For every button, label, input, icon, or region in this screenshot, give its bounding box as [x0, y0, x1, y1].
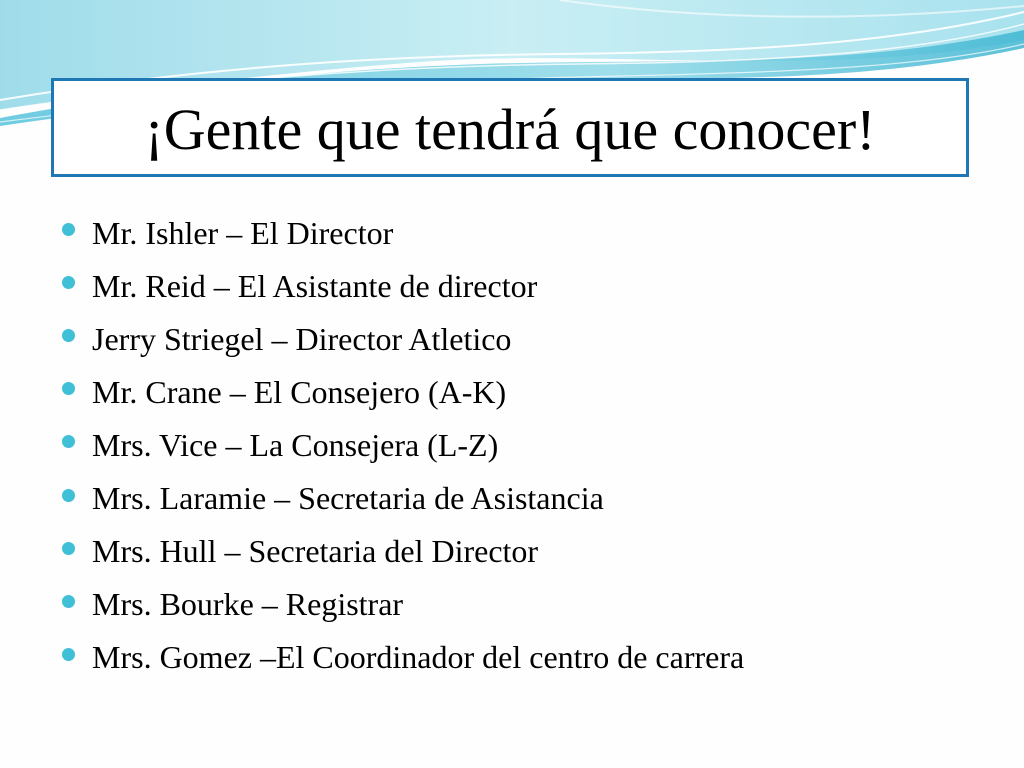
bullet-list	[62, 206, 744, 684]
bullet-icon	[62, 648, 75, 661]
list-item	[62, 206, 744, 259]
bullet-icon	[62, 435, 75, 448]
bullet-icon	[62, 595, 75, 608]
list-item	[62, 259, 744, 312]
list-item	[62, 365, 744, 418]
list-item	[62, 471, 744, 524]
bullet-icon	[62, 276, 75, 289]
list-item-text: Mrs. Hull – Secretaria del Director	[92, 533, 539, 570]
title-box	[51, 78, 969, 177]
list-item-text: Jerry Striegel – Director Atletico	[92, 320, 512, 357]
list-item	[62, 631, 744, 684]
slide-title: ¡Gente que tendrá que conocer!	[144, 96, 876, 162]
list-item	[62, 525, 744, 578]
bullet-icon	[62, 382, 75, 395]
list-item-text: Mrs. Vice – La Consejera (L-Z)	[92, 426, 499, 463]
list-item	[62, 418, 744, 471]
bullet-icon	[62, 223, 75, 236]
list-item-text: Mr. Crane – El Consejero (A-K)	[92, 373, 507, 410]
bullet-icon	[62, 489, 75, 502]
list-item-text: Mrs. Gomez –El Coordinador del centro de carrera	[92, 639, 745, 676]
bullet-icon	[62, 329, 75, 342]
list-item-text: Mr. Reid – El Asistante de director	[92, 267, 538, 304]
list-item-text: Mrs. Bourke – Registrar	[92, 586, 404, 623]
list-item-text: Mrs. Laramie – Secretaria de Asistancia	[92, 480, 604, 517]
list-item	[62, 578, 744, 631]
list-item-text: Mr. Ishler – El Director	[92, 214, 394, 251]
list-item	[62, 312, 744, 365]
bullet-icon	[62, 542, 75, 555]
